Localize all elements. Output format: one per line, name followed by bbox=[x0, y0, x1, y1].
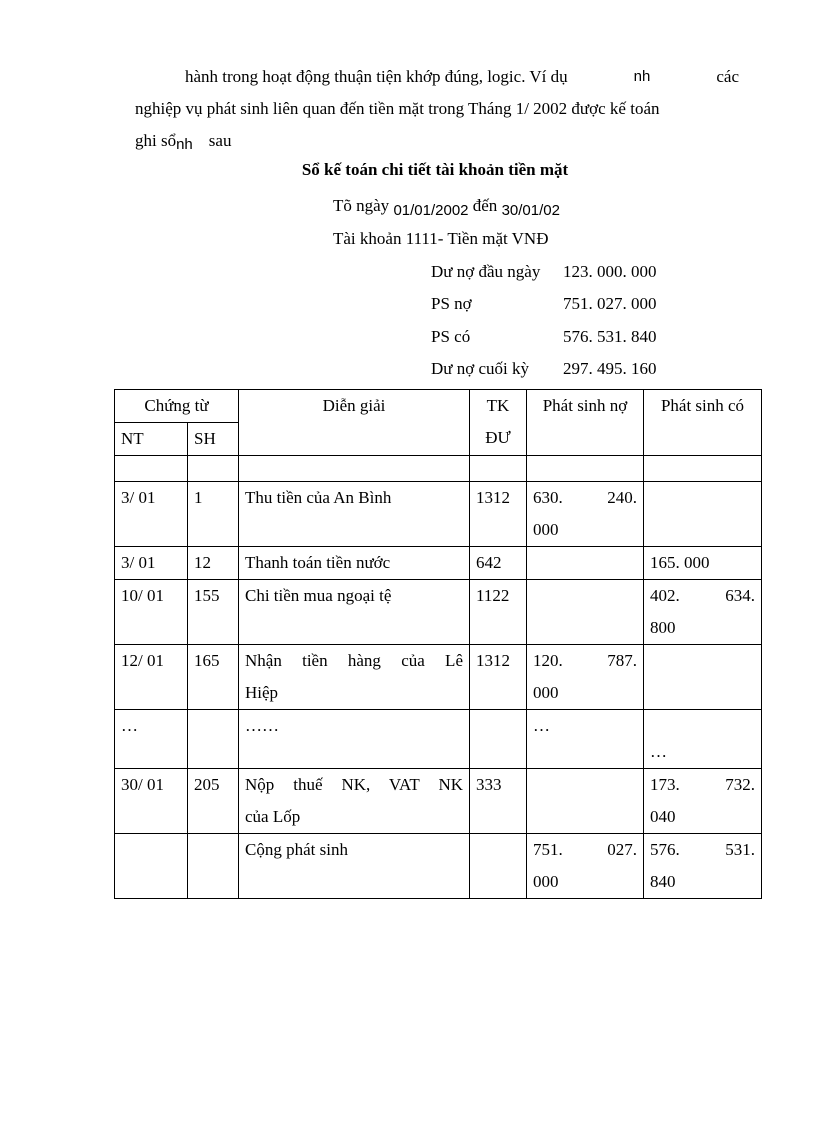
header-voucher: Chứng từ bbox=[115, 390, 239, 423]
cell-nt: 12/ 01 bbox=[115, 645, 188, 710]
cell-credit: 173. 732. 040 bbox=[644, 769, 762, 834]
cell-nt bbox=[115, 834, 188, 899]
paragraph-text: nghiệp vụ phát sinh liên quan đến tiền mặt trong Tháng 1/ 2002 được kế toán bbox=[135, 99, 660, 118]
cell-sh: 205 bbox=[188, 769, 239, 834]
cell-description: Nhận tiền hàng của Lê Hiệp bbox=[239, 645, 470, 710]
summary-label: Dư nợ cuối kỳ bbox=[431, 359, 529, 378]
cell-nt: 30/ 01 bbox=[115, 769, 188, 834]
summary-row bbox=[431, 327, 657, 347]
cell-description: Chi tiền mua ngoại tệ bbox=[239, 580, 470, 645]
summary-row bbox=[431, 262, 657, 282]
summary-value: 576. 531. 840 bbox=[563, 327, 657, 346]
cell-description: Cộng phát sinh bbox=[239, 834, 470, 899]
cell-debit: 630. 240. 000 bbox=[527, 482, 644, 547]
summary-label: PS nợ bbox=[431, 294, 472, 313]
cell-sh: 1 bbox=[188, 482, 239, 547]
summary-row bbox=[431, 294, 657, 314]
date-range bbox=[333, 196, 560, 219]
summary-label: Dư nợ đầu ngày bbox=[431, 262, 541, 281]
cell-credit: 576. 531. 840 bbox=[644, 834, 762, 899]
header-nt: NT bbox=[115, 423, 188, 456]
summary-value: 123. 000. 000 bbox=[563, 262, 657, 281]
table-row bbox=[115, 834, 762, 899]
cell-account: 1312 bbox=[470, 645, 527, 710]
paragraph-abbrev: nh bbox=[176, 136, 193, 153]
table-row bbox=[115, 580, 762, 645]
cell-debit bbox=[527, 547, 644, 580]
paragraph-text: các bbox=[716, 67, 739, 86]
cell-credit: 165. 000 bbox=[644, 547, 762, 580]
cell-credit: … bbox=[644, 710, 762, 769]
table-row bbox=[115, 482, 762, 547]
cell-credit bbox=[644, 482, 762, 547]
date-from-label: Tõ ngày bbox=[333, 196, 390, 215]
paragraph-abbrev: nh bbox=[633, 68, 651, 85]
cell-account bbox=[470, 710, 527, 769]
table-row bbox=[115, 645, 762, 710]
date-from: 01/01/2002 bbox=[393, 202, 469, 219]
header-account-line1: TK bbox=[486, 396, 510, 415]
table-spacer-row bbox=[115, 456, 762, 482]
paragraph-line-2 bbox=[135, 93, 739, 125]
cell-sh bbox=[188, 710, 239, 769]
header-sh: SH bbox=[188, 423, 239, 456]
cell-debit bbox=[527, 580, 644, 645]
cell-nt: 3/ 01 bbox=[115, 482, 188, 547]
cell-sh bbox=[188, 834, 239, 899]
table-row bbox=[115, 769, 762, 834]
table-row bbox=[115, 710, 762, 769]
paragraph-line-1 bbox=[135, 61, 739, 93]
summary-value: 751. 027. 000 bbox=[563, 294, 657, 313]
cell-description: Thanh toán tiền nước bbox=[239, 547, 470, 580]
cell-debit: 751. 027. 000 bbox=[527, 834, 644, 899]
cell-account: 1312 bbox=[470, 482, 527, 547]
summary-value: 297. 495. 160 bbox=[563, 359, 657, 378]
date-to-label: đến bbox=[472, 196, 498, 215]
header-debit: Phát sinh nợ bbox=[527, 390, 644, 456]
table-row bbox=[115, 547, 762, 580]
date-to: 30/01/02 bbox=[501, 202, 560, 219]
cell-nt: 3/ 01 bbox=[115, 547, 188, 580]
cell-debit bbox=[527, 769, 644, 834]
cell-nt: … bbox=[115, 710, 188, 769]
summary-row bbox=[431, 359, 657, 379]
cell-credit bbox=[644, 645, 762, 710]
cell-debit: … bbox=[527, 710, 644, 769]
account-name: Tài khoản 1111- Tiền mặt VNĐ bbox=[333, 229, 549, 248]
table-header-row bbox=[115, 390, 762, 423]
cell-description: Nộp thuế NK, VAT NK của Lốp bbox=[239, 769, 470, 834]
cell-sh: 155 bbox=[188, 580, 239, 645]
ledger-title: Sổ kế toán chi tiết tài khoản tiền mặt bbox=[301, 160, 569, 179]
cell-account: 1122 bbox=[470, 580, 527, 645]
paragraph-line-3 bbox=[135, 125, 739, 157]
summary-label: PS có bbox=[431, 327, 471, 346]
cell-debit: 120. 787. 000 bbox=[527, 645, 644, 710]
paragraph-text: hành trong hoạt động thuận tiện khớp đúng, logic. Ví dụ bbox=[185, 67, 568, 86]
header-description: Diễn giải bbox=[239, 390, 470, 456]
cell-sh: 12 bbox=[188, 547, 239, 580]
cell-sh: 165 bbox=[188, 645, 239, 710]
header-credit: Phát sinh có bbox=[644, 390, 762, 456]
cell-nt: 10/ 01 bbox=[115, 580, 188, 645]
intro-paragraph bbox=[135, 61, 739, 157]
cell-description: Thu tiền của An Bình bbox=[239, 482, 470, 547]
paragraph-text: ghi sổ bbox=[135, 131, 177, 150]
ledger-table bbox=[114, 389, 762, 899]
cell-description: …… bbox=[239, 710, 470, 769]
cell-account bbox=[470, 834, 527, 899]
cell-account: 333 bbox=[470, 769, 527, 834]
header-account bbox=[470, 390, 527, 456]
cell-account: 642 bbox=[470, 547, 527, 580]
header-account-line2: ĐƯ bbox=[485, 428, 511, 447]
cell-credit: 402. 634. 800 bbox=[644, 580, 762, 645]
paragraph-text: sau bbox=[208, 131, 232, 150]
